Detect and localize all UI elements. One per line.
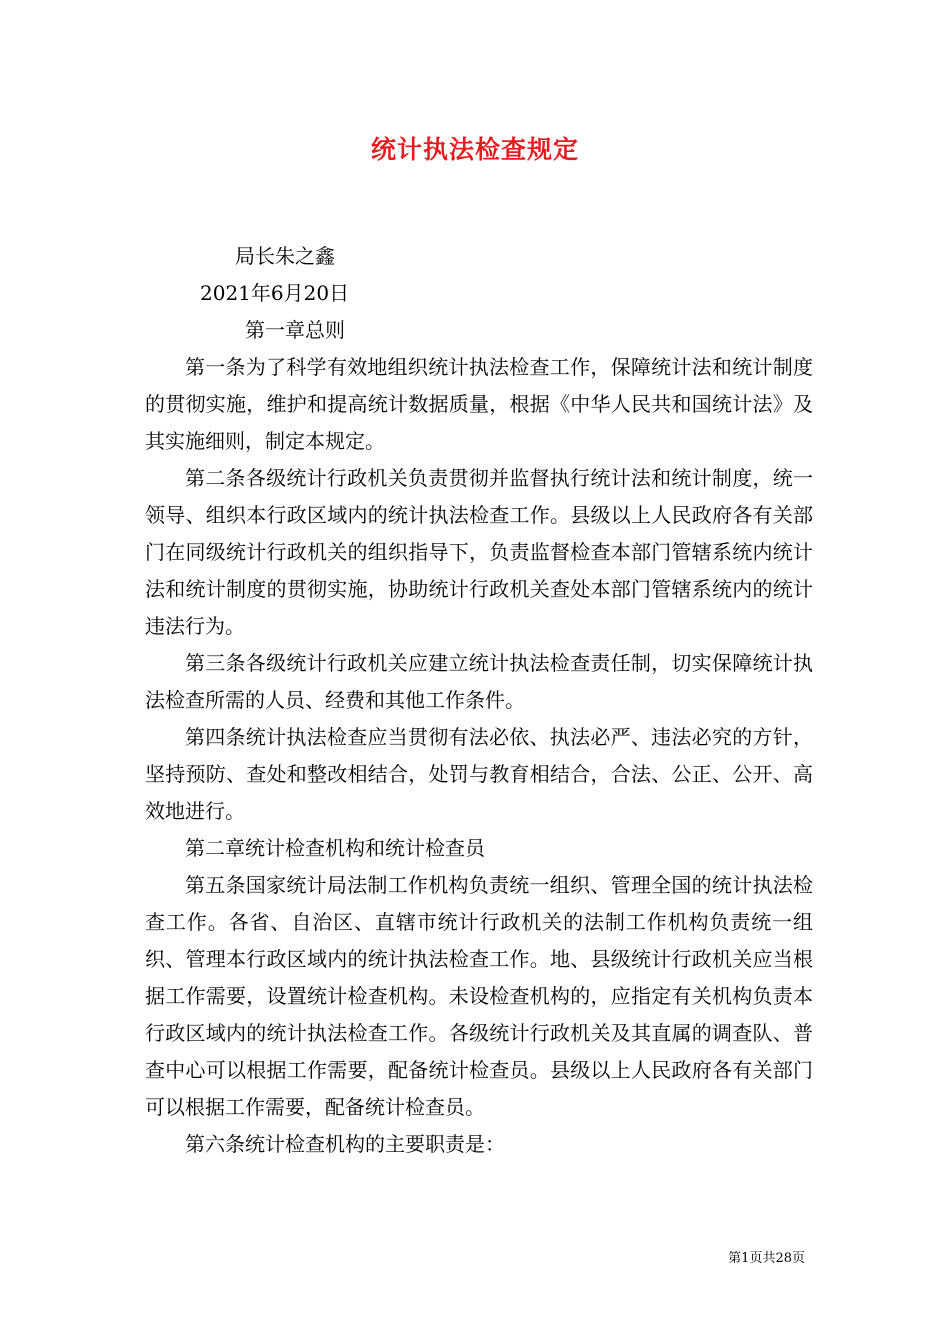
document-body [145,238,813,1163]
article-paragraph: 第六条统计检查机构的主要职责是： [185,1132,505,1156]
article-paragraph: 第一条为了科学有效地组织统计执法检查工作，保障统计法和统计制度的贯彻实施，维护和提高统计数据质量，根据《中华人民共和国统计法》及其实施细则，制定本规定。 [145,355,813,453]
article-paragraph: 第二条各级统计行政机关负责贯彻并监督执行统计法和统计制度，统一领导、组织本行政区域内的统计执法检查工作。县级以上人民政府各有关部门在同级统计行政机关的组织指导下，负责监督检查本部门管辖系统内统计法和统计制度的贯彻实施，协助统计行政机关查处本部门管辖系统内的统计违法行为。 [145,466,813,638]
document-title: 统计执法检查规定 [370,135,579,164]
page-number: 第1页共28页 [728,1251,805,1266]
chapter-heading: 第一章总则 [245,318,345,342]
date-line: 2021年6月20日 [200,281,350,305]
author-line: 局长朱之鑫 [235,244,335,268]
article-paragraph: 第五条国家统计局法制工作机构负责统一组织、管理全国的统计执法检查工作。各省、自治区、直辖市统计行政机关的法制工作机构负责统一组织、管理本行政区域内的统计执法检查工作。地、县级统计行政机关应当根据工作需要，设置统计检查机构。未设检查机构的，应指定有关机构负责本行政区域内的统计执法检查工作。各级统计行政机关及其直属的调查队、普查中心可以根据工作需要，配备统计检查员。县级以上人民政府各有关部门可以根据工作需要，配备统计检查员。 [145,873,813,1119]
article-paragraph: 第四条统计执法检查应当贯彻有法必依、执法必严、违法必究的方针，坚持预防、查处和整改相结合，处罚与教育相结合，合法、公正、公开、高效地进行。 [145,725,813,823]
chapter-heading: 第二章统计检查机构和统计检查员 [185,836,485,860]
article-paragraph: 第三条各级统计行政机关应建立统计执法检查责任制，切实保障统计执法检查所需的人员、经费和其他工作条件。 [145,651,813,712]
